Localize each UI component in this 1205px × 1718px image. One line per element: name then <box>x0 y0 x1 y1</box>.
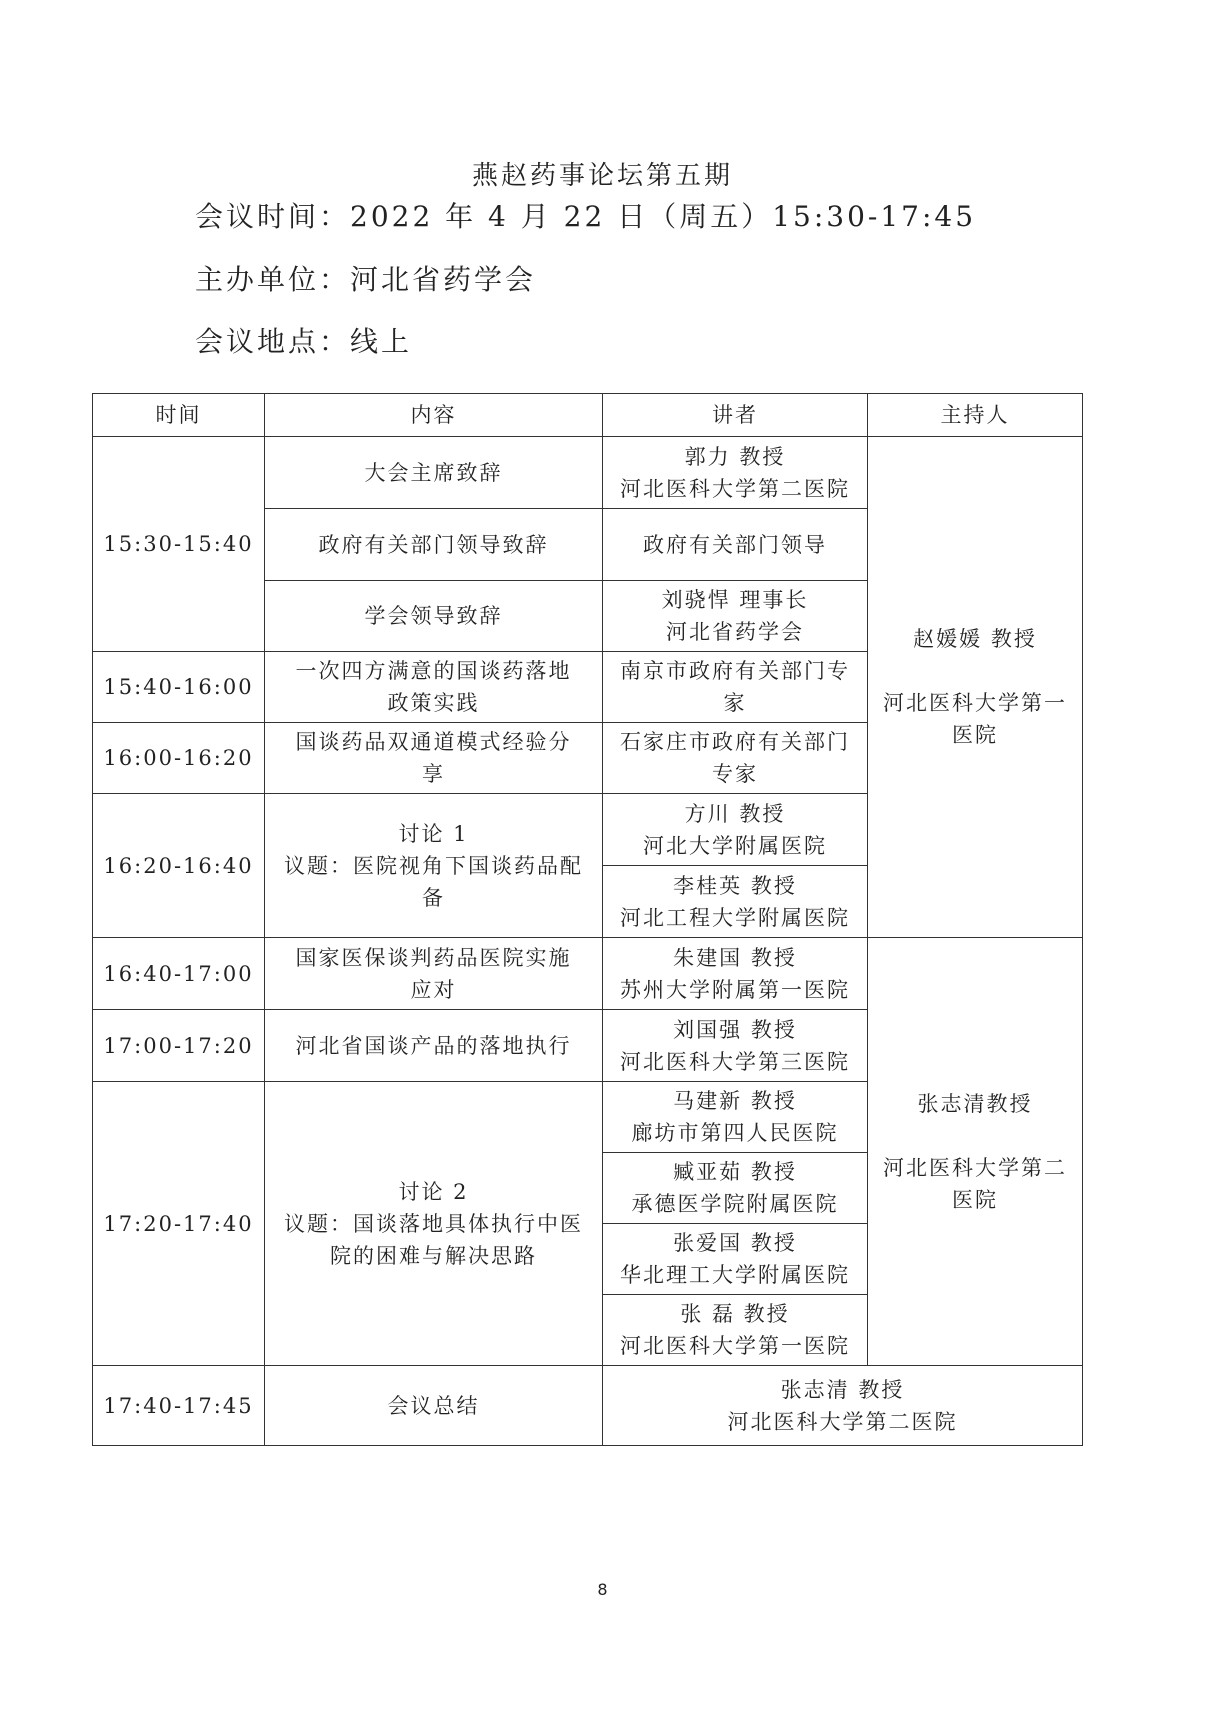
speaker-name: 张爱国 教授 <box>673 1231 797 1255</box>
header-time: 时间 <box>93 394 265 437</box>
speaker-affiliation: 河北工程大学附属医院 <box>620 905 850 930</box>
content-line: 院的困难与解决思路 <box>330 1243 537 1268</box>
meeting-time: 会议时间：2022 年 4 月 22 日（周五）15:30-17:45 <box>195 200 977 233</box>
content-line: 会议总结 <box>387 1393 480 1418</box>
header-host: 主持人 <box>868 394 1083 437</box>
speaker-cell <box>603 509 868 581</box>
host-affiliation: 医院 <box>952 1187 998 1212</box>
speaker-affiliation: 华北理工大学附属医院 <box>620 1263 850 1287</box>
header-speaker: 讲者 <box>603 394 868 437</box>
content-line: 备 <box>422 885 445 910</box>
content-line: 讨论 2 <box>398 1179 469 1204</box>
speaker-cell <box>603 1224 868 1295</box>
page-number: 8 <box>597 1580 608 1599</box>
host-name: 赵媛媛 教授 <box>913 627 1037 651</box>
speaker-cell <box>603 1295 868 1366</box>
content-cell <box>265 509 603 581</box>
speaker-cell <box>603 938 868 1010</box>
table-row <box>93 938 1083 1010</box>
content-cell <box>265 1010 603 1082</box>
speaker-name: 刘国强 教授 <box>673 1017 797 1042</box>
content-line: 讨论 1 <box>398 821 469 846</box>
speaker-affiliation: 廊坊市第四人民医院 <box>631 1121 839 1145</box>
speaker-cell <box>603 652 868 723</box>
content-cell <box>265 437 603 509</box>
speaker-cell <box>603 581 868 652</box>
host-spacer <box>874 655 1076 687</box>
host-affiliation: 医院 <box>952 723 998 747</box>
header-content: 内容 <box>265 394 603 437</box>
speaker-affiliation: 河北医科大学第二医院 <box>727 1409 958 1434</box>
speaker-affiliation: 河北医科大学第一医院 <box>620 1334 850 1358</box>
time-cell: 17:40-17:45 <box>93 1366 265 1446</box>
speaker-affiliation: 河北医科大学第二医院 <box>620 476 850 501</box>
content-line: 议题：国谈落地具体执行中医 <box>284 1211 583 1236</box>
time-cell: 16:40-17:00 <box>93 938 265 1010</box>
time-cell: 17:20-17:40 <box>93 1082 265 1366</box>
content-line: 应对 <box>410 977 457 1002</box>
time-cell: 15:40-16:00 <box>93 652 265 723</box>
speaker-name: 张志清 教授 <box>780 1377 905 1402</box>
speaker-name: 张 磊 教授 <box>680 1302 790 1326</box>
document-title: 燕赵药事论坛第五期 <box>471 161 733 191</box>
speaker-cell <box>603 723 868 794</box>
speaker-cell <box>603 437 868 509</box>
host-affiliation: 河北医科大学第二 <box>883 1155 1067 1180</box>
speaker-name: 马建新 教授 <box>673 1089 797 1113</box>
host-cell <box>868 938 1083 1366</box>
speaker-cell <box>603 794 868 866</box>
content-cell <box>265 794 603 938</box>
speaker-cell <box>603 866 868 938</box>
speaker-name: 郭力 教授 <box>684 444 786 469</box>
time-cell: 16:20-16:40 <box>93 794 265 938</box>
content-cell <box>265 1082 603 1366</box>
content-line: 政府有关部门领导致辞 <box>318 532 549 557</box>
speaker-name: 李桂英 教授 <box>673 873 797 898</box>
content-cell <box>265 938 603 1010</box>
content-line: 大会主席致辞 <box>364 460 503 485</box>
speaker-name: 专家 <box>712 762 758 786</box>
time-cell: 15:30-15:40 <box>93 437 265 652</box>
content-line: 国谈药品双通道模式经验分 <box>295 730 572 754</box>
speaker-name: 南京市政府有关部门专 <box>620 659 850 683</box>
content-line: 一次四方满意的国谈药落地 <box>295 659 572 683</box>
speaker-name: 家 <box>723 691 747 715</box>
content-cell <box>265 1366 603 1446</box>
content-line: 河北省国谈产品的落地执行 <box>295 1033 572 1058</box>
speaker-name: 刘骁悍 理事长 <box>661 588 809 612</box>
content-line: 政策实践 <box>387 691 480 715</box>
speaker-name: 政府有关部门领导 <box>643 532 827 557</box>
content-line: 国家医保谈判药品医院实施 <box>295 945 572 970</box>
speaker-name: 臧亚茹 教授 <box>673 1160 797 1184</box>
speaker-cell <box>603 1366 1083 1446</box>
speaker-affiliation: 承德医学院附属医院 <box>631 1192 839 1216</box>
host-name: 张志清教授 <box>917 1091 1033 1116</box>
host-affiliation: 河北医科大学第一 <box>883 691 1067 715</box>
speaker-cell <box>603 1153 868 1224</box>
content-line: 学会领导致辞 <box>364 604 503 628</box>
content-cell <box>265 723 603 794</box>
organizer: 主办单位：河北省药学会 <box>195 263 537 296</box>
speaker-affiliation: 苏州大学附属第一医院 <box>620 977 850 1002</box>
table-row <box>93 437 1083 509</box>
time-cell: 16:00-16:20 <box>93 723 265 794</box>
speaker-affiliation: 河北省药学会 <box>666 620 804 644</box>
content-cell <box>265 581 603 652</box>
speaker-name: 朱建国 教授 <box>673 945 797 970</box>
table-header-row <box>93 394 1083 437</box>
speaker-affiliation: 河北大学附属医院 <box>643 833 827 858</box>
host-cell <box>868 437 1083 938</box>
content-cell <box>265 652 603 723</box>
speaker-cell <box>603 1082 868 1153</box>
time-cell: 17:00-17:20 <box>93 1010 265 1082</box>
speaker-name: 方川 教授 <box>684 801 786 826</box>
content-line: 议题：医院视角下国谈药品配 <box>284 853 583 878</box>
host-spacer <box>874 1120 1076 1152</box>
speaker-cell <box>603 1010 868 1082</box>
speaker-name: 石家庄市政府有关部门 <box>620 730 850 754</box>
speaker-affiliation: 河北医科大学第三医院 <box>620 1049 850 1074</box>
content-line: 享 <box>422 762 445 786</box>
schedule-table <box>92 393 1083 1446</box>
table-row <box>93 1366 1083 1446</box>
meeting-location: 会议地点：线上 <box>195 325 413 358</box>
